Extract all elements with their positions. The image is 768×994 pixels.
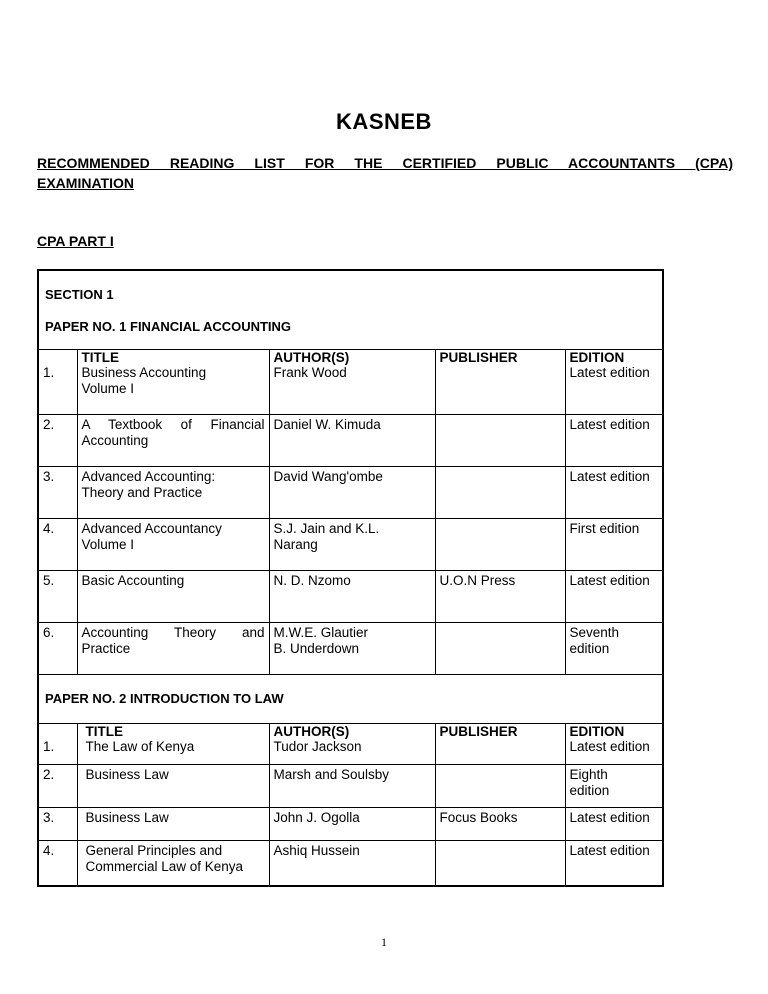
book-author: S.J. Jain and K.L. Narang	[269, 519, 435, 571]
header-edition: EDITION	[565, 349, 663, 365]
table-row	[38, 467, 663, 519]
reading-list-table	[37, 269, 664, 887]
book-author: Frank Wood	[269, 365, 435, 415]
book-author: John J. Ogolla	[269, 807, 435, 840]
book-edition: Latest edition	[565, 807, 663, 840]
book-publisher	[435, 739, 565, 764]
book-title: Advanced Accounting: Theory and Practice	[77, 467, 269, 519]
page-number: 1	[381, 935, 387, 949]
book-edition: Latest edition	[565, 365, 663, 415]
header-publisher: PUBLISHER	[435, 724, 565, 740]
book-title: Basic Accounting	[77, 571, 269, 623]
book-publisher	[435, 764, 565, 807]
row-number: 3.	[38, 467, 77, 519]
row-number: 3.	[38, 807, 77, 840]
book-publisher: Focus Books	[435, 807, 565, 840]
book-title: The Law of Kenya	[77, 739, 269, 764]
row-number: 4.	[38, 840, 77, 886]
book-author: Tudor Jackson	[269, 739, 435, 764]
header-num-cell	[38, 349, 77, 365]
paper-2-title: PAPER NO. 2 INTRODUCTION TO LAW	[45, 691, 284, 706]
row-number: 2.	[38, 415, 77, 467]
row-number: 5.	[38, 571, 77, 623]
book-title: Business Accounting Volume I	[77, 365, 269, 415]
reading-list-heading: RECOMMENDED READING LIST FOR THE CERTIFIED PUBLIC ACCOUNTANTS (CPA)	[37, 155, 733, 171]
book-edition: Seventh edition	[565, 623, 663, 675]
book-author: N. D. Nzomo	[269, 571, 435, 623]
page-title: KASNEB	[336, 109, 432, 134]
book-edition: Latest edition	[565, 840, 663, 886]
book-title: Accounting Theory and Practice	[77, 623, 269, 675]
book-publisher	[435, 365, 565, 415]
book-author: Marsh and Soulsby	[269, 764, 435, 807]
book-title: A Textbook of Financial Accounting	[77, 415, 269, 467]
header-edition: EDITION	[565, 724, 663, 740]
header-title: TITLE	[77, 724, 269, 740]
header-title: TITLE	[77, 349, 269, 365]
book-publisher	[435, 415, 565, 467]
section-label: SECTION 1	[45, 287, 114, 302]
table-row	[38, 764, 663, 807]
book-edition: Latest edition	[565, 467, 663, 519]
table-row	[38, 739, 663, 764]
book-title: Business Law	[77, 807, 269, 840]
header-authors: AUTHOR(S)	[269, 724, 435, 740]
table-row	[38, 840, 663, 886]
row-number: 4.	[38, 519, 77, 571]
table-row	[38, 807, 663, 840]
book-edition: First edition	[565, 519, 663, 571]
table-row	[38, 519, 663, 571]
book-author: Ashiq Hussein	[269, 840, 435, 886]
book-edition: Latest edition	[565, 739, 663, 764]
section-heading-cell	[38, 270, 663, 349]
header-authors: AUTHOR(S)	[269, 349, 435, 365]
row-number: 6.	[38, 623, 77, 675]
row-number: 1.	[38, 739, 77, 764]
book-publisher	[435, 623, 565, 675]
book-author: M.W.E. Glautier B. Underdown	[269, 623, 435, 675]
paper-2-heading-cell	[38, 675, 663, 724]
book-edition: Latest edition	[565, 571, 663, 623]
table-row	[38, 365, 663, 415]
paper-1-title: PAPER NO. 1 FINANCIAL ACCOUNTING	[45, 319, 292, 334]
book-publisher	[435, 467, 565, 519]
row-number: 2.	[38, 764, 77, 807]
row-number: 1.	[38, 365, 77, 415]
book-edition: Eighth edition	[565, 764, 663, 807]
book-edition: Latest edition	[565, 415, 663, 467]
part-heading: CPA PART I	[37, 233, 114, 249]
paper-1-header-row	[38, 349, 663, 365]
header-publisher: PUBLISHER	[435, 349, 565, 365]
book-publisher	[435, 519, 565, 571]
book-author: David Wang'ombe	[269, 467, 435, 519]
table-row	[38, 571, 663, 623]
table-row	[38, 415, 663, 467]
header-num-cell	[38, 724, 77, 740]
book-title: Business Law	[77, 764, 269, 807]
book-author: Daniel W. Kimuda	[269, 415, 435, 467]
book-title: Advanced Accountancy Volume I	[77, 519, 269, 571]
book-title: General Principles and Commercial Law of Kenya	[77, 840, 269, 886]
book-publisher: U.O.N Press	[435, 571, 565, 623]
reading-list-heading-line2: EXAMINATION	[37, 175, 134, 191]
table-row	[38, 623, 663, 675]
paper-2-header-row	[38, 724, 663, 740]
book-publisher	[435, 840, 565, 886]
